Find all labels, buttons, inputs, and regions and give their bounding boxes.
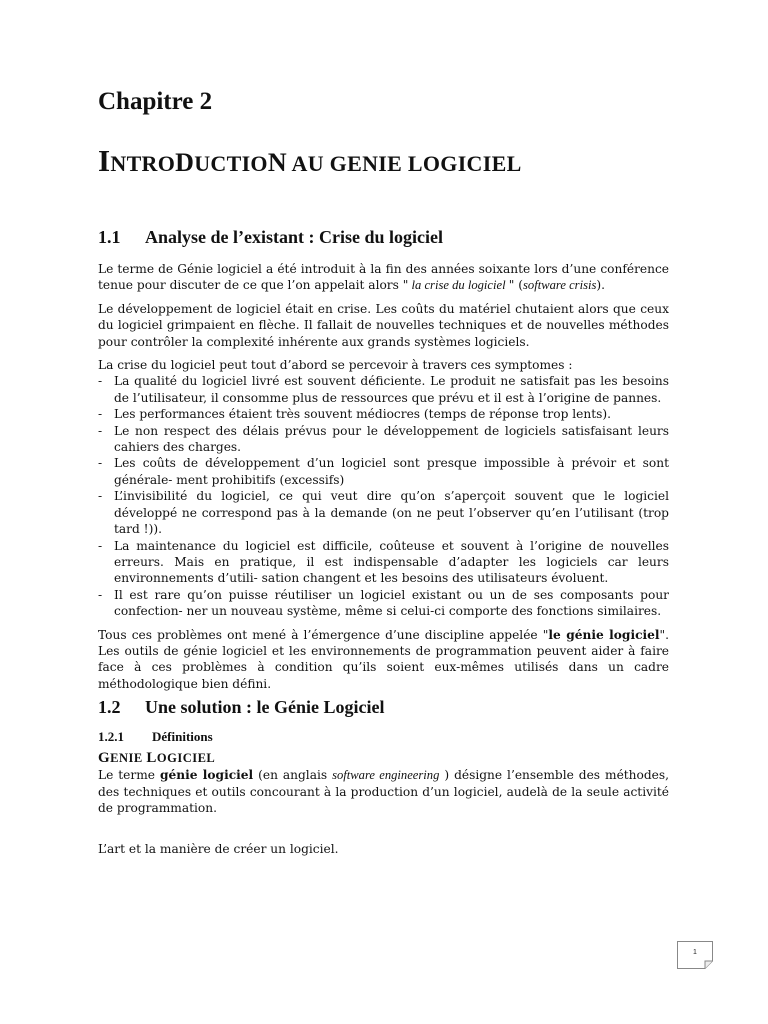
term-heading-part: ENIE: [110, 751, 147, 765]
term-heading-part: L: [146, 750, 157, 766]
subsection-title: Définitions: [152, 729, 213, 744]
italic-text: la crise du logiciel: [408, 278, 509, 293]
section-number: 1.1: [98, 227, 121, 247]
chapter-title: [98, 143, 522, 179]
page-number-badge: [677, 941, 713, 969]
bullet-dash: -: [98, 423, 103, 438]
list-item: [98, 587, 669, 620]
text: ". Les outils de génie logiciel et les environnements de programmation peuvent aider à faire face à ces problèmes à condition qu’ils soient eux-mêmes utilisés dans un cadre méthodologique bien défini.: [98, 627, 669, 691]
chapter-title-part: N: [267, 148, 287, 177]
bold-term: génie logiciel: [159, 768, 254, 783]
text: (en anglais: [253, 768, 333, 783]
term-heading-part: ICIEL: [177, 751, 216, 765]
chapter-title-part: UCTIO: [194, 151, 268, 176]
list-item: [98, 455, 669, 488]
text: Le terme de Génie logiciel a été introduit à la fin des années soixante lors d’une conférence tenue pour discuter de ce que l’on appelait alors ": [98, 262, 669, 293]
bullet-dash: -: [98, 489, 103, 504]
list-item: [98, 488, 669, 537]
bold-term: le génie logiciel: [548, 627, 660, 642]
chapter-title-part: D: [175, 148, 195, 177]
list-item-text: L’invisibilité du logiciel, ce qui veut dire qu’on s’aperçoit souvent que le logiciel développé ne correspond pas à la demande (on ne peut l’observer qu’en l’utilisant (trop tard !)).: [114, 489, 669, 537]
text: " (: [508, 278, 524, 293]
italic-text: software crisis: [523, 278, 597, 293]
subsection-number: 1.2.1: [98, 729, 124, 744]
bullet-dash: -: [98, 538, 103, 553]
italic-text: software engineering: [332, 768, 440, 783]
paragraph: [98, 261, 669, 294]
term-heading-part: G: [98, 750, 111, 766]
page-number: 1: [693, 949, 697, 956]
list-item: [98, 373, 669, 406]
list-item-text: La maintenance du logiciel est difficile, coûteuse et souvent à l’origine de nouvelles erreurs. Mais en pratique, il est indispensable d’adapter les logiciels car leurs environnements d’utili- sation changent et les besoins des utilisateurs évoluent.: [114, 538, 669, 586]
paragraph: Le développement de logiciel était en crise. Les coûts du matériel chutaient alors que ceux du logiciel grimpaient en flèche. Il fallait de nouvelles techniques et de nouvelles méthodes pour contrôler la complexité inhérente aux grands systèmes logiciels.: [98, 301, 669, 349]
text: Tous ces problèmes ont mené à l’émergence d’une discipline appelée ": [98, 627, 549, 642]
bullet-dash: -: [98, 456, 103, 471]
bullet-dash: -: [98, 587, 103, 602]
list-item: [98, 538, 669, 587]
chapter-label: Chapitre 2: [98, 88, 213, 115]
section-1-2-body: [98, 750, 669, 857]
list-item: [98, 406, 669, 422]
list-item-text: Le non respect des délais prévus pour le développement de logiciels satisfaisant leurs cahiers des charges.: [114, 423, 669, 455]
subsection-heading-1-2-1: [98, 729, 213, 745]
list-item-text: La qualité du logiciel livré est souvent déficiente. Le produit ne satisfait pas les besoins de l’utilisateur, il consomme plus de ressources que prévu et il est à l’origine de pannes.: [114, 374, 669, 405]
chapter-title-part: NTRO: [110, 151, 176, 176]
chapter-title-part: I: [98, 143, 111, 178]
symptom-list: [98, 373, 669, 619]
paragraph: [98, 627, 669, 693]
bullet-dash: -: [98, 407, 103, 422]
list-item-text: Les coûts de développement d’un logiciel sont presque impossible à prévoir et sont générale- ment prohibitifs (excessifs): [114, 456, 669, 487]
definition-paragraph: [98, 767, 669, 816]
section-heading-1-1: [98, 227, 443, 248]
term-heading: [98, 750, 669, 766]
section-heading-1-2: [98, 697, 384, 718]
list-item: [98, 423, 669, 456]
list-item-text: Les performances étaient très souvent médiocres (temps de réponse trop lents).: [114, 407, 612, 422]
paragraph: La crise du logiciel peut tout d’abord se percevoir à travers ces symptomes :: [98, 358, 573, 373]
section-number: 1.2: [98, 697, 121, 717]
list-item-text: Il est rare qu’on puisse réutiliser un logiciel existant ou un de ses composants pour confection- ner un nouveau système, même si celui-ci comporte des fonctions similaires.: [114, 587, 669, 619]
text: Le terme: [98, 768, 160, 783]
text: ) désigne l’ensemble des méthodes, des techniques et outils concourant à la production d’un logiciel, audelà de la seule activité de programmation.: [98, 768, 670, 816]
section-title: Analyse de l’existant : Crise du logiciel: [145, 227, 443, 247]
bullet-dash: -: [98, 374, 103, 389]
section-1-1-body: [98, 261, 669, 692]
text: ).: [596, 278, 606, 293]
section-title: Une solution : le Génie Logiciel: [145, 697, 385, 717]
paragraph: L’art et la manière de créer un logiciel.: [98, 841, 339, 856]
term-heading-part: OG: [156, 751, 178, 765]
chapter-title-part: AU GENIE LOGICIEL: [286, 151, 522, 176]
